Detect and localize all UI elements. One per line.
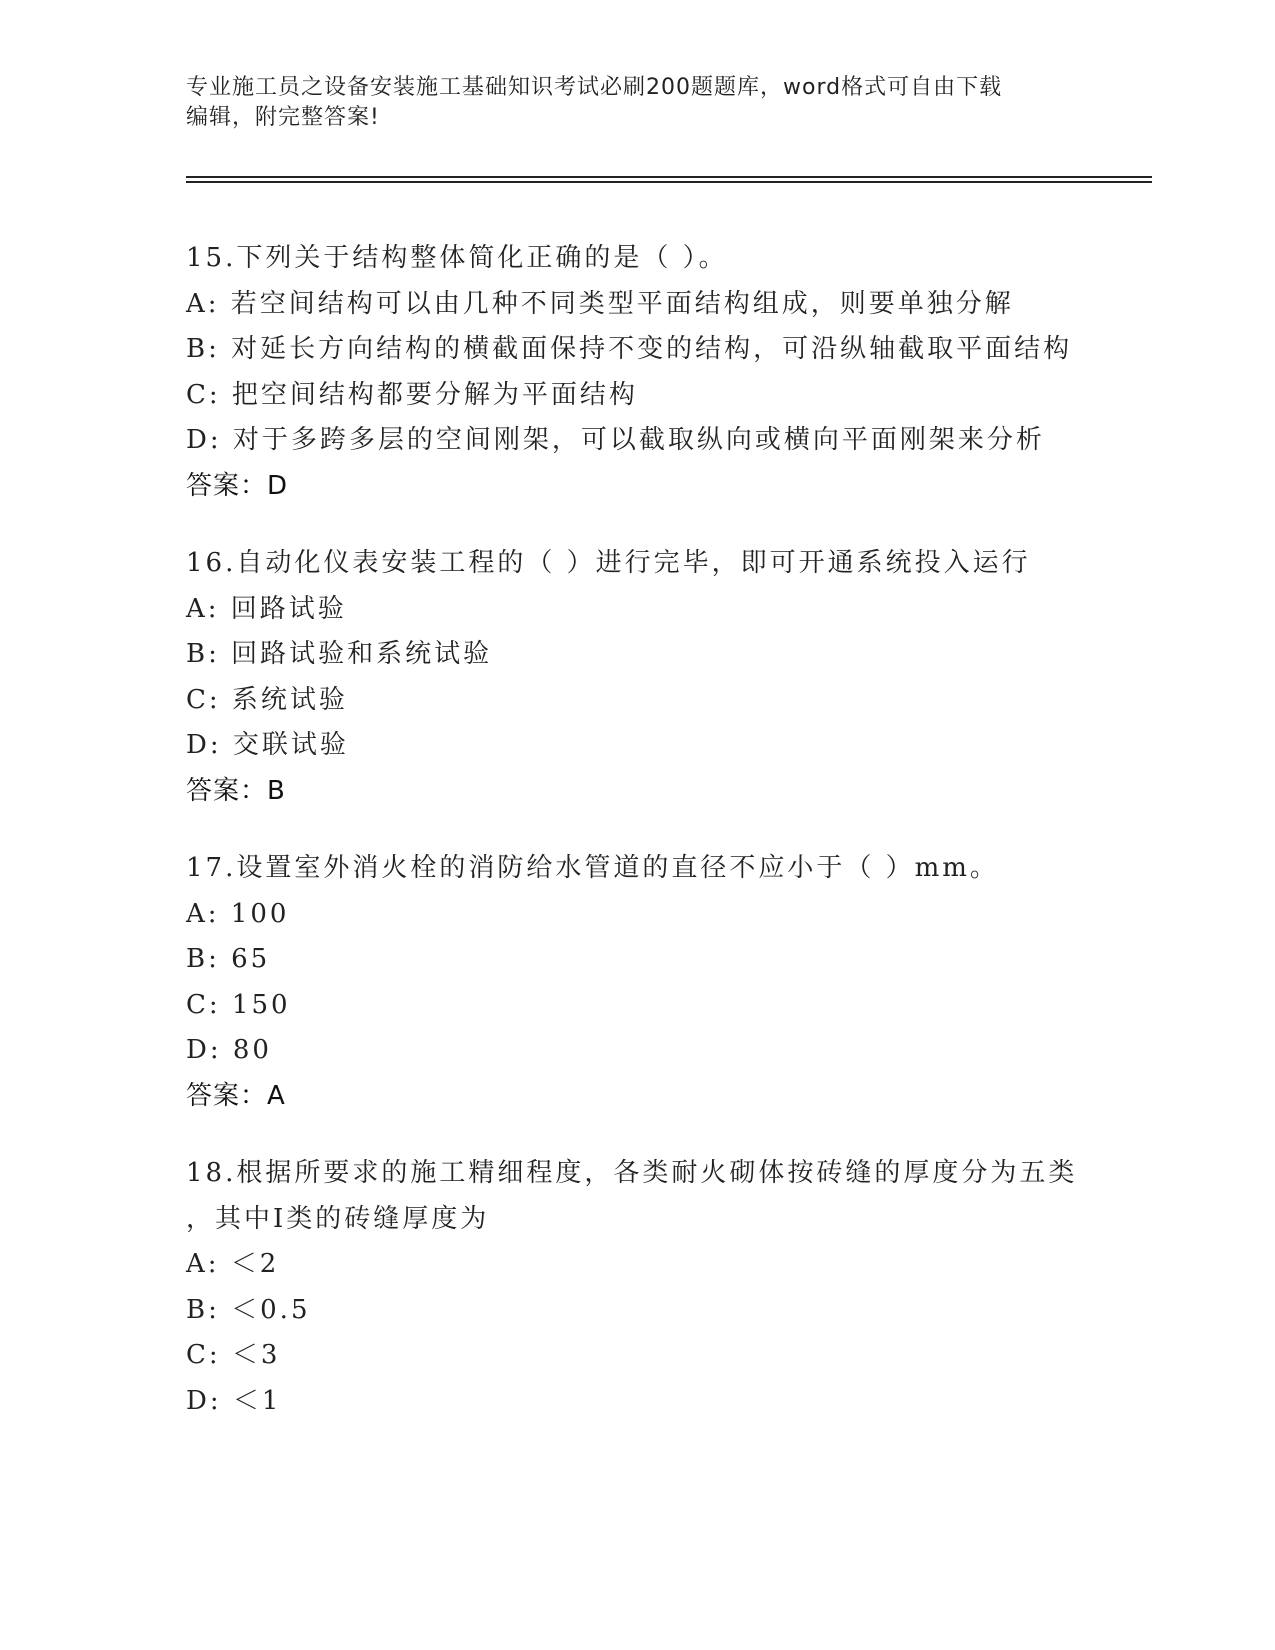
option-c: C: ＜3 <box>186 1340 281 1370</box>
option-a: A: 100 <box>186 898 290 929</box>
option-a: A: 若空间结构可以由几种不同类型平面结构组成，则要单独分解 <box>186 288 1014 319</box>
header-line-2: 编辑，附完整答案! <box>186 105 380 130</box>
option-d: D: ＜1 <box>186 1385 282 1416</box>
question-stem-continued: ，其中Ⅰ类的砖缝厚度为 <box>186 1203 490 1234</box>
question-15 <box>186 236 1086 509</box>
header-divider-top <box>186 176 1152 178</box>
header-line-1: 专业施工员之设备安装施工基础知识考试必刷200题题库，word格式可自由下载 <box>186 75 1003 100</box>
option-b: B: 对延长方向结构的横截面保持不变的结构，可沿纵轴截取平面结构 <box>186 334 1073 364</box>
question-18 <box>186 1151 1086 1424</box>
option-d: D: 对于多跨多层的空间刚架，可以截取纵向或横向平面刚架来分析 <box>186 425 1045 455</box>
question-stem: 15.下列关于结构整体简化正确的是（ ）。 <box>186 243 728 273</box>
question-stem: 17.设置室外消火栓的消防给水管道的直径不应小于（ ）mm。 <box>186 853 999 883</box>
document-header <box>186 73 1086 133</box>
option-d: D: 交联试验 <box>186 730 349 760</box>
option-a: A: ＜2 <box>186 1249 280 1279</box>
question-list <box>186 236 1086 1456</box>
option-c: C: 系统试验 <box>186 684 348 715</box>
option-b: B: 65 <box>186 944 271 974</box>
answer-line: 答案：A <box>186 1080 286 1111</box>
answer-line: 答案：B <box>186 775 286 806</box>
option-a: A: 回路试验 <box>186 593 347 624</box>
option-d: D: 80 <box>186 1035 272 1065</box>
answer-line: 答案：D <box>186 470 289 501</box>
option-b: B: ＜0.5 <box>186 1294 311 1325</box>
question-stem: 18.根据所要求的施工精细程度，各类耐火砌体按砖缝的厚度分为五类 <box>186 1158 1078 1188</box>
option-b: B: 回路试验和系统试验 <box>186 639 493 669</box>
option-c: C: 150 <box>186 989 291 1020</box>
question-16 <box>186 541 1086 814</box>
option-c: C: 把空间结构都要分解为平面结构 <box>186 379 638 410</box>
question-stem: 16.自动化仪表安装工程的（ ）进行完毕，即可开通系统投入运行 <box>186 548 1031 578</box>
header-divider-bottom <box>186 181 1152 183</box>
question-17 <box>186 846 1086 1119</box>
